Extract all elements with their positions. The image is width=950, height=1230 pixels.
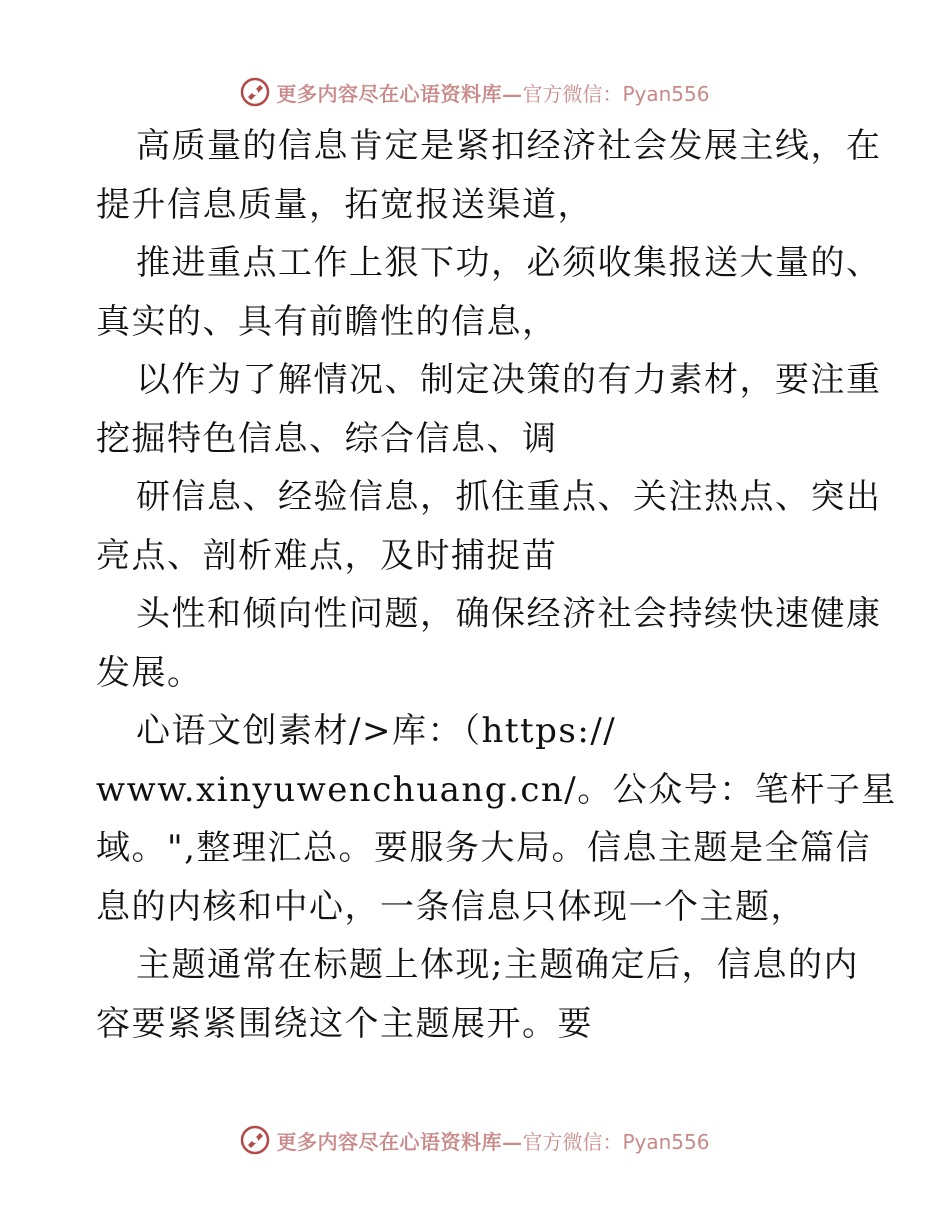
footer-banner: [0, 1120, 950, 1160]
header-banner: [0, 72, 950, 112]
text-line: 主题通常在标题上体现;主题确定后，信息的内: [136, 945, 859, 985]
text-line: 域。",整理汇总。要服务大局。信息主题是全篇信: [96, 828, 871, 868]
banner-wechat: 官方微信：Pyan556: [522, 1129, 710, 1154]
text-line: 高质量的信息肯定是紧扣经济社会发展主线，在: [136, 126, 882, 166]
text-line: 容要紧紧围绕这个主题展开。要: [96, 1003, 593, 1044]
text-line: 研信息、经验信息，抓住重点、关注热点、突出: [136, 477, 882, 517]
text-line: 心语文创素材/>库：（https://: [136, 711, 617, 751]
document-body: [96, 117, 897, 1053]
banner-wechat: 官方微信：Pyan556: [522, 81, 710, 106]
banner-text: 更多内容尽在心语资料库—: [276, 1129, 523, 1154]
text-line: 以作为了解情况、制定决策的有力素材，要注重: [136, 360, 882, 400]
text-line: www.xinyuwenchuang.cn/。公众号：笔杆子星: [96, 769, 897, 810]
text-line: 挖掘特色信息、综合信息、调: [96, 418, 558, 459]
text-line: 头性和倾向性问题，确保经济社会持续快速健康: [136, 594, 882, 634]
text-line: 提升信息质量，拓宽报送渠道，: [96, 184, 593, 225]
text-line: 发展。: [96, 652, 203, 693]
text-line: 真实的、具有前瞻性的信息，: [96, 301, 558, 342]
text-line: 推进重点工作上狠下功，必须收集报送大量的、: [136, 243, 882, 283]
text-line: 亮点、剖析难点，及时捕捉苗: [96, 535, 558, 576]
logo-icon: [240, 1125, 270, 1155]
logo-icon: [240, 77, 270, 107]
text-line: 息的内核和中心，一条信息只体现一个主题，: [96, 886, 806, 927]
banner-text: 更多内容尽在心语资料库—: [276, 81, 523, 106]
